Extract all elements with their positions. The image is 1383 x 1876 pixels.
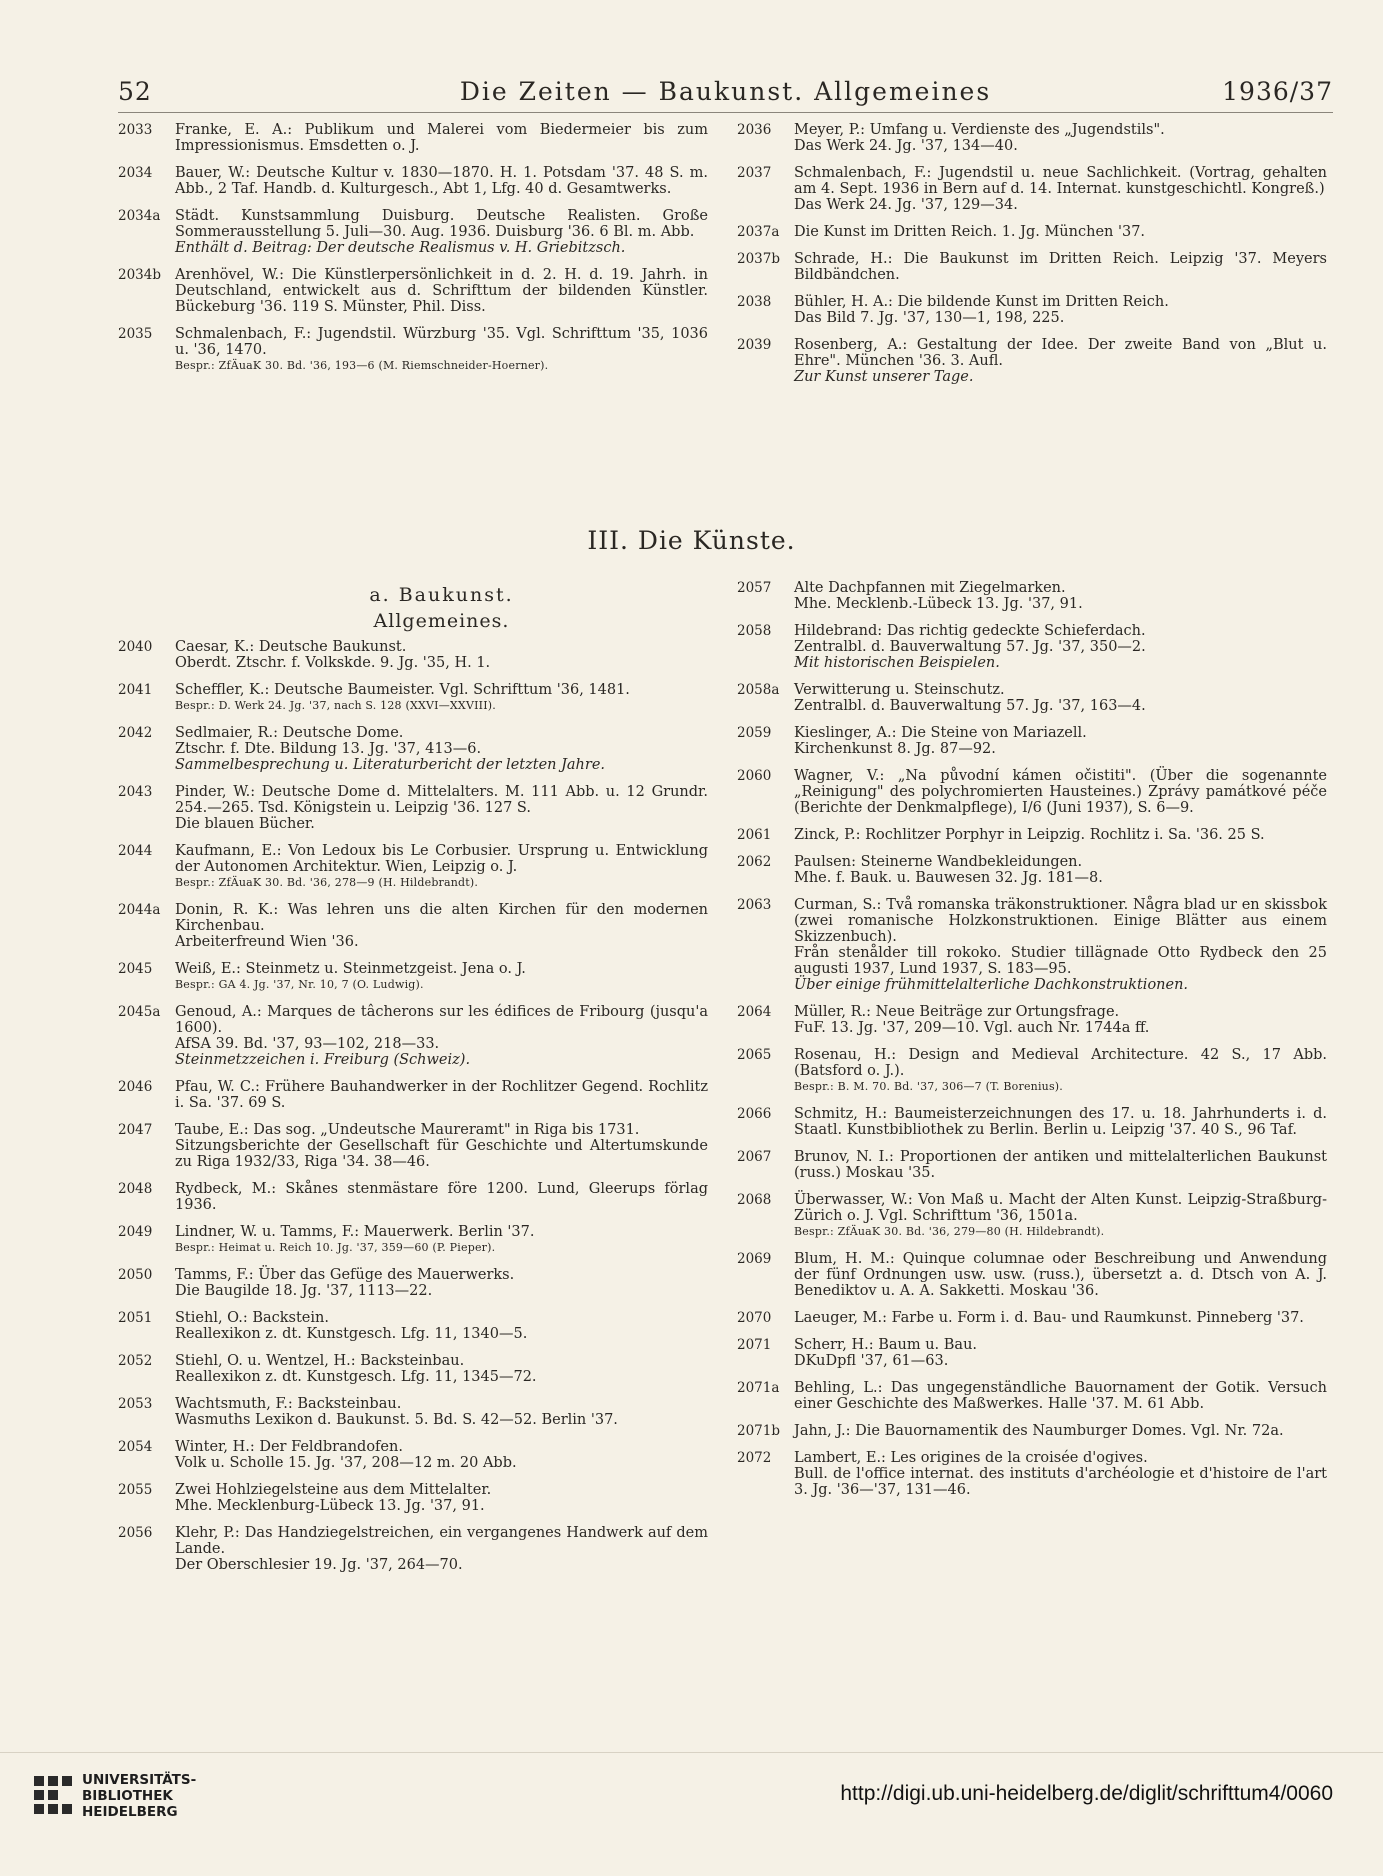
entry-line: Müller, R.: Neue Beiträge zur Ortungsfrage. (794, 1004, 1120, 1020)
entry-text (175, 267, 708, 315)
entry-number: 2063 (737, 897, 772, 913)
column-top-right (737, 122, 1327, 396)
entry-number: 2065 (737, 1047, 772, 1063)
entry-line: Das Bild 7. Jg. '37, 130—1, 198, 225. (794, 310, 1065, 326)
bibliography-entry (118, 208, 708, 256)
entry-text (794, 1192, 1327, 1240)
entry-line: Schmalenbach, F.: Jugendstil u. neue Sachlichkeit. (Vortrag, gehalten am 4. Sept. 1936 in Bern auf d. 14. Internat. kunstgeschichtl. Kongreß.) (794, 165, 1327, 197)
bibliography-entry (737, 1149, 1327, 1181)
bibliography-entry (118, 1224, 708, 1256)
column-bottom-right (737, 580, 1327, 1509)
entry-line: Reallexikon z. dt. Kunstgesch. Lfg. 11, 1345—72. (175, 1369, 537, 1385)
entry-text (794, 768, 1327, 816)
entry-line: Zentralbl. d. Bauverwaltung 57. Jg. '37, 163—4. (794, 698, 1146, 714)
entry-number: 2052 (118, 1353, 153, 1369)
entry-line: Sedlmaier, R.: Deutsche Dome. (175, 725, 404, 741)
annotation: Enthält d. Beitrag: Der deutsche Realismus v. H. Griebitzsch. (175, 240, 626, 256)
entry-number: 2069 (737, 1251, 772, 1267)
entry-line: Pfau, W. C.: Frühere Bauhandwerker in der Rochlitzer Gegend. Rochlitz i. Sa. '37. 69 S. (175, 1079, 708, 1111)
entry-text (175, 902, 708, 950)
entry-text (794, 122, 1327, 154)
entry-line: Pinder, W.: Deutsche Dome d. Mittelalters. M. 111 Abb. u. 12 Grundr. 254.—265. Tsd. Königstein u. Leipzig '36. 127 S. (175, 784, 708, 816)
bibliography-entry (118, 1482, 708, 1514)
bibliography-entry (118, 326, 708, 374)
entry-number: 2037 (737, 165, 772, 181)
bibliography-entry (737, 251, 1327, 283)
entry-line: Hildebrand: Das richtig gedeckte Schieferdach. (794, 623, 1146, 639)
entry-line: Winter, H.: Der Feldbrandofen. (175, 1439, 403, 1455)
entry-number: 2051 (118, 1310, 153, 1326)
entry-number: 2033 (118, 122, 153, 138)
entry-line: Mhe. Mecklenb.-Lübeck 13. Jg. '37, 91. (794, 596, 1083, 612)
entry-line: Schmalenbach, F.: Jugendstil. Würzburg '35. Vgl. Schrifttum '35, 1036 u. '36, 1470. (175, 326, 708, 358)
review-note: Bespr.: B. M. 70. Bd. '37, 306—7 (T. Borenius). (794, 1080, 1063, 1093)
entry-line: Das Werk 24. Jg. '37, 134—40. (794, 138, 1018, 154)
bibliography-entry (737, 1450, 1327, 1498)
entry-text (175, 1439, 708, 1471)
bibliography-entry (118, 1396, 708, 1428)
entry-line: Die blauen Bücher. (175, 816, 315, 832)
entries-bottom-left (118, 639, 708, 1573)
entry-text (794, 897, 1327, 993)
entry-line: Curman, S.: Två romanska träkonstruktioner. Några blad ur en skissbok (zwei romanische Holzkonstruktionen. Einige Blätter aus einem Skizzenbuch). (794, 897, 1327, 945)
bibliography-entry (737, 294, 1327, 326)
entry-number: 2061 (737, 827, 772, 843)
entry-line: Weiß, E.: Steinmetz u. Steinmetzgeist. Jena o. J. (175, 961, 526, 977)
entry-line: Rydbeck, M.: Skånes stenmästare före 1200. Lund, Gleerups förlag 1936. (175, 1181, 708, 1213)
entry-text (794, 725, 1327, 757)
entry-text (175, 1224, 708, 1256)
bibliography-entry (118, 1525, 708, 1573)
entry-text (794, 337, 1327, 385)
entry-number: 2070 (737, 1310, 772, 1326)
entry-line: Stiehl, O. u. Wentzel, H.: Backsteinbau. (175, 1353, 465, 1369)
bibliography-entry (737, 682, 1327, 714)
entry-text (175, 208, 708, 256)
entry-number: 2044a (118, 902, 161, 918)
entry-text (794, 224, 1327, 240)
entry-text (175, 843, 708, 891)
entry-number: 2043 (118, 784, 153, 800)
entry-number: 2034b (118, 267, 161, 283)
entry-line: Scherr, H.: Baum u. Bau. (794, 1337, 978, 1353)
entry-number: 2064 (737, 1004, 772, 1020)
entry-line: Schrade, H.: Die Baukunst im Dritten Reich. Leipzig '37. Meyers Bildbändchen. (794, 251, 1327, 283)
entry-number: 2037a (737, 224, 780, 240)
entry-text (794, 1004, 1327, 1036)
entry-text (794, 1337, 1327, 1369)
bibliography-entry (737, 623, 1327, 671)
entry-line: Zentralbl. d. Bauverwaltung 57. Jg. '37, 350—2. (794, 639, 1146, 655)
entry-text (175, 1310, 708, 1342)
bibliography-entry (737, 854, 1327, 886)
bibliography-entry (737, 580, 1327, 612)
entry-line: Mhe. f. Bauk. u. Bauwesen 32. Jg. 181—8. (794, 870, 1103, 886)
annotation: Sammelbesprechung u. Literaturbericht der letzten Jahre. (175, 757, 606, 773)
bibliography-entry (118, 1004, 708, 1068)
bibliography-entry (737, 1423, 1327, 1439)
entry-line: Kaufmann, E.: Von Ledoux bis Le Corbusier. Ursprung u. Entwicklung der Autonomen Architektur. Wien, Leipzig o. J. (175, 843, 708, 875)
entry-line: Bühler, H. A.: Die bildende Kunst im Dritten Reich. (794, 294, 1169, 310)
entry-text (794, 623, 1327, 671)
entry-number: 2037b (737, 251, 780, 267)
bibliography-entry (737, 1004, 1327, 1036)
section-title: III. Die Künste. (587, 526, 796, 555)
entry-line: Blum, H. M.: Quinque columnae oder Beschreibung und Anwendung der fünf Ordnungen usw. usw. (russ.), übersetzt a. d. Dtsch von A. J. Benediktov u. A. A. Sakketti. Moskau '36. (794, 1251, 1327, 1299)
bibliography-entry (737, 1251, 1327, 1299)
library-name-line: HEIDELBERG (82, 1804, 178, 1820)
entry-number: 2045a (118, 1004, 161, 1020)
entry-line: Die Baugilde 18. Jg. '37, 1113—22. (175, 1283, 433, 1299)
entry-text (794, 165, 1327, 213)
bibliography-entry (118, 1267, 708, 1299)
entry-number: 2050 (118, 1267, 153, 1283)
entry-line: Stiehl, O.: Backstein. (175, 1310, 329, 1326)
entry-number: 2055 (118, 1482, 153, 1498)
entry-text (175, 1396, 708, 1428)
entry-text (794, 251, 1327, 283)
entry-line: Donin, R. K.: Was lehren uns die alten Kirchen für den modernen Kirchenbau. (175, 902, 708, 934)
entry-line: Volk u. Scholle 15. Jg. '37, 208—12 m. 20 Abb. (175, 1455, 517, 1471)
bibliography-entry (737, 827, 1327, 843)
entry-line: Mhe. Mecklenburg-Lübeck 13. Jg. '37, 91. (175, 1498, 485, 1514)
entry-text (175, 784, 708, 832)
entry-number: 2068 (737, 1192, 772, 1208)
entry-text (794, 580, 1327, 612)
volume-year: 1936/37 (1222, 77, 1333, 106)
column-bottom-left (118, 584, 708, 1584)
entry-line: Bull. de l'office internat. des instituts d'archéologie et d'histoire de l'art 3. Jg. '36—'37, 131—46. (794, 1466, 1327, 1498)
entry-line: Meyer, P.: Umfang u. Verdienste des „Jugendstils". (794, 122, 1165, 138)
bibliography-entry (118, 682, 708, 714)
entry-text (175, 961, 708, 993)
entry-number: 2047 (118, 1122, 153, 1138)
review-note: Bespr.: ZfÄuaK 30. Bd. '36, 193—6 (M. Riemschneider-Hoerner). (175, 359, 549, 372)
permalink-url[interactable]: http://digi.ub.uni-heidelberg.de/diglit/schrifttum4/0060 (840, 1782, 1333, 1805)
entry-line: Alte Dachpfannen mit Ziegelmarken. (794, 580, 1066, 596)
bibliography-entry (118, 1353, 708, 1385)
entry-number: 2046 (118, 1079, 153, 1095)
entry-number: 2053 (118, 1396, 153, 1412)
bibliography-entry (737, 897, 1327, 993)
entry-text (794, 1310, 1327, 1326)
entry-number: 2058 (737, 623, 772, 639)
entry-line: Reallexikon z. dt. Kunstgesch. Lfg. 11, 1340—5. (175, 1326, 528, 1342)
entry-text (175, 1482, 708, 1514)
entry-text (794, 1047, 1327, 1095)
entry-line: Arbeiterfreund Wien '36. (175, 934, 359, 950)
entry-line: Laeuger, M.: Farbe u. Form i. d. Bau- und Raumkunst. Pinneberg '37. (794, 1310, 1304, 1326)
bibliography-entry (737, 1380, 1327, 1412)
entry-number: 2036 (737, 122, 772, 138)
entry-line: Rosenau, H.: Design and Medieval Architecture. 42 S., 17 Abb. (Batsford o. J.). (794, 1047, 1327, 1079)
entry-number: 2040 (118, 639, 153, 655)
entry-number: 2054 (118, 1439, 153, 1455)
bibliography-entry (118, 267, 708, 315)
entry-line: Verwitterung u. Steinschutz. (794, 682, 1005, 698)
entry-number: 2060 (737, 768, 772, 784)
entry-line: Wasmuths Lexikon d. Baukunst. 5. Bd. S. 42—52. Berlin '37. (175, 1412, 618, 1428)
entry-number: 2071 (737, 1337, 772, 1353)
bibliography-entry (737, 224, 1327, 240)
bibliography-entry (118, 639, 708, 671)
annotation: Steinmetzzeichen i. Freiburg (Schweiz). (175, 1052, 471, 1068)
entry-number: 2038 (737, 294, 772, 310)
entry-number: 2071b (737, 1423, 780, 1439)
entry-text (794, 1251, 1327, 1299)
review-note: Bespr.: GA 4. Jg. '37, Nr. 10, 7 (O. Ludwig). (175, 978, 424, 991)
entry-line: Wachtsmuth, F.: Backsteinbau. (175, 1396, 402, 1412)
bibliography-entry (737, 337, 1327, 385)
bibliography-entry (118, 961, 708, 993)
entry-line: Zwei Hohlziegelsteine aus dem Mittelalter. (175, 1482, 492, 1498)
annotation: Über einige frühmittelalterliche Dachkonstruktionen. (794, 977, 1189, 993)
entry-number: 2044 (118, 843, 153, 859)
bibliography-entry (118, 784, 708, 832)
library-name-line: BIBLIOTHEK (82, 1788, 173, 1804)
entry-line: Oberdt. Ztschr. f. Volkskde. 9. Jg. '35, H. 1. (175, 655, 491, 671)
entry-number: 2035 (118, 326, 153, 342)
entry-line: Der Oberschlesier 19. Jg. '37, 264—70. (175, 1557, 463, 1573)
entry-number: 2062 (737, 854, 772, 870)
entry-line: Wagner, V.: „Na původní kámen očistiti". (Über die sogenannte „Reinigung" des polychromierten Hausteines.) Zprávy památkové péče (Berichte der Denkmalpflege), I/6 (Juni 1937), S. 6—9. (794, 768, 1327, 816)
bibliography-entry (737, 122, 1327, 154)
entry-number: 2057 (737, 580, 772, 596)
entry-line: DKuDpfl '37, 61—63. (794, 1353, 949, 1369)
library-name (82, 1772, 196, 1820)
review-note: Bespr.: D. Werk 24. Jg. '37, nach S. 128 (XXVI—XXVIII). (175, 699, 496, 712)
annotation: Mit historischen Beispielen. (794, 655, 1000, 671)
entry-text (794, 1149, 1327, 1181)
entry-line: Klehr, P.: Das Handziegelstreichen, ein vergangenes Handwerk auf dem Lande. (175, 1525, 708, 1557)
bibliography-entry (737, 768, 1327, 816)
entry-text (794, 1423, 1327, 1439)
entry-line: Überwasser, W.: Von Maß u. Macht der Alten Kunst. Leipzig-Straßburg-Zürich o. J. Vgl. Schrifttum '36, 1501a. (794, 1192, 1327, 1224)
entry-text (175, 725, 708, 773)
entry-text (175, 682, 708, 714)
entry-number: 2034 (118, 165, 153, 181)
entry-number: 2034a (118, 208, 161, 224)
entry-text (175, 1353, 708, 1385)
bibliography-entry (737, 1337, 1327, 1369)
entry-line: Kirchenkunst 8. Jg. 87—92. (794, 741, 996, 757)
entry-line: Taube, E.: Das sog. „Undeutsche Maureramt" in Riga bis 1731. (175, 1122, 640, 1138)
bibliography-entry (118, 843, 708, 891)
review-note: Bespr.: ZfÄuaK 30. Bd. '36, 278—9 (H. Hildebrandt). (175, 876, 479, 889)
entry-text (794, 1106, 1327, 1138)
entry-text (794, 294, 1327, 326)
entry-line: Das Werk 24. Jg. '37, 129—34. (794, 197, 1018, 213)
entry-line: AfSA 39. Bd. '37, 93—102, 218—33. (175, 1036, 440, 1052)
entry-text (175, 1004, 708, 1068)
entry-number: 2071a (737, 1380, 780, 1396)
library-name-line: UNIVERSITÄTS- (82, 1772, 197, 1788)
entry-text (794, 1380, 1327, 1412)
bibliography-entry (118, 725, 708, 773)
entry-text (175, 1181, 708, 1213)
entry-line: Bauer, W.: Deutsche Kultur v. 1830—1870. H. 1. Potsdam '37. 48 S. m. Abb., 2 Taf. Handb. d. Kulturgesch., Abt 1, Lfg. 40 d. Gesamtwerks. (175, 165, 708, 197)
entry-line: Ztschr. f. Dte. Bildung 13. Jg. '37, 413—6. (175, 741, 482, 757)
entry-line: Brunov, N. I.: Proportionen der antiken und mittelalterlichen Baukunst (russ.) Moskau '35. (794, 1149, 1327, 1181)
entry-line: Paulsen: Steinerne Wandbekleidungen. (794, 854, 1083, 870)
entry-line: Genoud, A.: Marques de tâcherons sur les édifices de Fribourg (jusqu'a 1600). (175, 1004, 708, 1036)
entry-text (175, 1122, 708, 1170)
page-number: 52 (118, 77, 152, 106)
subsection-title: a. Baukunst. (369, 584, 514, 606)
entry-line: FuF. 13. Jg. '37, 209—10. Vgl. auch Nr. 1744a ff. (794, 1020, 1150, 1036)
review-note: Bespr.: ZfÄuaK 30. Bd. '36, 279—80 (H. Hildebrandt). (794, 1225, 1105, 1238)
entry-text (794, 854, 1327, 886)
entry-line: Die Kunst im Dritten Reich. 1. Jg. München '37. (794, 224, 1146, 240)
footer-divider (0, 1752, 1383, 1753)
entry-number: 2058a (737, 682, 780, 698)
entry-line: Schmitz, H.: Baumeisterzeichnungen des 17. u. 18. Jahrhunderts i. d. Staatl. Kunstbibliothek zu Berlin. Berlin u. Leipzig '37. 40 S., 96 Taf. (794, 1106, 1327, 1138)
entry-line: Rosenberg, A.: Gestaltung der Idee. Der zweite Band von „Blut u. Ehre". München '36. 3. Aufl. (794, 337, 1327, 369)
entry-text (175, 639, 708, 671)
entry-line: Jahn, J.: Die Bauornamentik des Naumburger Domes. Vgl. Nr. 72a. (794, 1423, 1284, 1439)
entry-text (794, 827, 1327, 843)
bibliography-entry (118, 165, 708, 197)
entry-text (794, 682, 1327, 714)
entry-line: Scheffler, K.: Deutsche Baumeister. Vgl. Schrifttum '36, 1481. (175, 682, 630, 698)
running-title: Die Zeiten — Baukunst. Allgemeines (459, 77, 992, 106)
bibliography-entry (118, 1181, 708, 1213)
entry-text (175, 1267, 708, 1299)
entry-text (175, 326, 708, 374)
entry-text (175, 165, 708, 197)
entry-text (175, 1079, 708, 1111)
entry-line: Behling, L.: Das ungegenständliche Bauornament der Gotik. Versuch einer Geschichte des Maßwerkes. Halle '37. M. 61 Abb. (794, 1380, 1327, 1412)
annotation: Zur Kunst unserer Tage. (794, 369, 974, 385)
bibliography-entry (118, 902, 708, 950)
column-top-left (118, 122, 708, 385)
review-note: Bespr.: Heimat u. Reich 10. Jg. '37, 359—60 (P. Pieper). (175, 1241, 496, 1254)
bibliography-entry (118, 1439, 708, 1471)
running-header (118, 72, 1333, 113)
entry-number: 2042 (118, 725, 153, 741)
entry-line: Caesar, K.: Deutsche Baukunst. (175, 639, 407, 655)
entry-text (175, 1525, 708, 1573)
entry-line: Kieslinger, A.: Die Steine von Mariazell. (794, 725, 1087, 741)
entry-line: Lambert, E.: Les origines de la croisée d'ogives. (794, 1450, 1148, 1466)
entry-line: Sitzungsberichte der Gesellschaft für Geschichte und Altertumskunde zu Riga 1932/33, Riga '34. 38—46. (175, 1138, 708, 1170)
entry-number: 2072 (737, 1450, 772, 1466)
entry-number: 2048 (118, 1181, 153, 1197)
entry-number: 2059 (737, 725, 772, 741)
entry-text (175, 122, 708, 154)
entry-number: 2041 (118, 682, 153, 698)
entry-number: 2039 (737, 337, 772, 353)
bibliography-entry (737, 1106, 1327, 1138)
entry-number: 2066 (737, 1106, 772, 1122)
entry-line: Arenhövel, W.: Die Künstlerpersönlichkeit in d. 2. H. d. 19. Jahrh. in Deutschland, entwickelt aus d. Schrifttum der bildenden Künstler. Bückeburg '36. 119 S. Münster, Phil. Diss. (175, 267, 708, 315)
entry-number: 2049 (118, 1224, 153, 1240)
bibliography-entry (737, 1310, 1327, 1326)
entry-line: Lindner, W. u. Tamms, F.: Mauerwerk. Berlin '37. (175, 1224, 535, 1240)
entry-line: Zinck, P.: Rochlitzer Porphyr in Leipzig. Rochlitz i. Sa. '36. 25 S. (794, 827, 1265, 843)
entry-number: 2067 (737, 1149, 772, 1165)
entry-number: 2045 (118, 961, 153, 977)
bibliography-entry (737, 725, 1327, 757)
subsection-subtitle: Allgemeines. (373, 610, 510, 632)
bibliography-entry (118, 122, 708, 154)
bibliography-entry (118, 1122, 708, 1170)
bibliography-entry (737, 165, 1327, 213)
entry-line: Från stenålder till rokoko. Studier tillägnade Otto Rydbeck den 25 augusti 1937, Lund 1937, S. 183—95. (794, 945, 1327, 977)
bibliography-entry (737, 1192, 1327, 1240)
entry-line: Tamms, F.: Über das Gefüge des Mauerwerks. (175, 1267, 515, 1283)
entry-number: 2056 (118, 1525, 153, 1541)
entry-line: Städt. Kunstsammlung Duisburg. Deutsche Realisten. Große Sommerausstellung 5. Juli—30. Aug. 1936. Duisburg '36. 6 Bl. m. Abb. (175, 208, 708, 240)
entry-text (794, 1450, 1327, 1498)
bibliography-entry (737, 1047, 1327, 1095)
entry-line: Franke, E. A.: Publikum und Malerei vom Biedermeier bis zum Impressionismus. Emsdetten o. J. (175, 122, 708, 154)
bibliography-entry (118, 1310, 708, 1342)
bibliography-entry (118, 1079, 708, 1111)
